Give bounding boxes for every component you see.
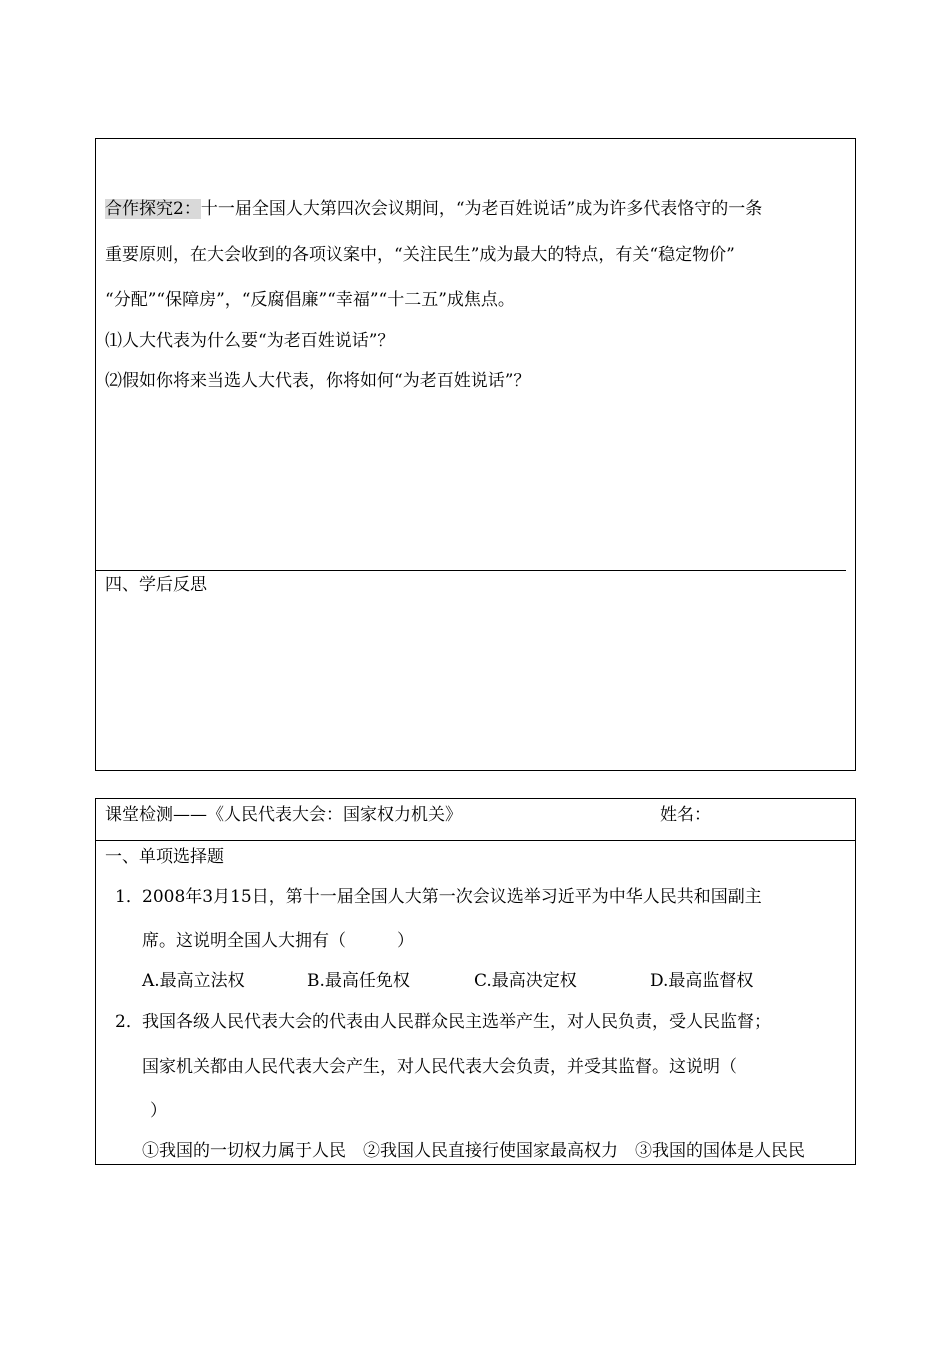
exploration-line-1 <box>105 198 762 220</box>
q2-line-2: 国家机关都由人民代表大会产生，对人民代表大会负责，并受其监督。这说明（ <box>142 1057 737 1077</box>
question-1: ⑴人大代表为什么要“为老百姓说话”？ <box>105 331 395 351</box>
q1-line-2: 席。这说明全国人大拥有（ ） <box>142 931 414 951</box>
q1-option-b: B.最高任免权 <box>307 971 410 991</box>
q1-option-c: C.最高决定权 <box>474 971 577 991</box>
q2-number: 2． <box>115 1012 143 1032</box>
exploration-text-1: 十一届全国人大第四次会议期间，“为老百姓说话”成为许多代表恪守的一条 <box>200 199 763 219</box>
q1-option-d: D.最高监督权 <box>650 971 754 991</box>
quiz-header-divider <box>95 840 856 841</box>
q1-line-1: 2008年3月15日，第十一届全国人大第一次会议选举习近平为中华人民共和国副主 <box>142 887 762 907</box>
q2-line-1: 我国各级人民代表大会的代表由人民群众民主选举产生，对人民负责，受人民监督； <box>142 1012 771 1032</box>
section-title: 一、单项选择题 <box>105 847 224 867</box>
q1-option-a: A.最高立法权 <box>142 971 245 991</box>
q2-line-3: ） <box>150 1101 167 1121</box>
q2-line-4: ①我国的一切权力属于人民 ②我国人民直接行使国家最高权力 ③我国的国体是人民民 <box>142 1141 805 1161</box>
quiz-title: 课堂检测——《人民代表大会：国家权力机关》 <box>105 805 462 825</box>
exploration-box <box>95 138 856 771</box>
exploration-label: 合作探究2： <box>105 199 201 219</box>
name-label: 姓名： <box>660 805 711 825</box>
exploration-line-3: “分配”“保障房”，“反腐倡廉”“幸福”“十二五”成焦点。 <box>105 290 515 310</box>
q1-number: 1． <box>115 887 143 907</box>
exploration-line-2: 重要原则，在大会收到的各项议案中，“关注民生”成为最大的特点，有关“稳定物价” <box>105 245 735 265</box>
reflection-title: 四、学后反思 <box>105 575 207 595</box>
reflection-divider <box>95 570 846 571</box>
question-2: ⑵假如你将来当选人大代表，你将如何“为老百姓说话”？ <box>105 371 531 391</box>
